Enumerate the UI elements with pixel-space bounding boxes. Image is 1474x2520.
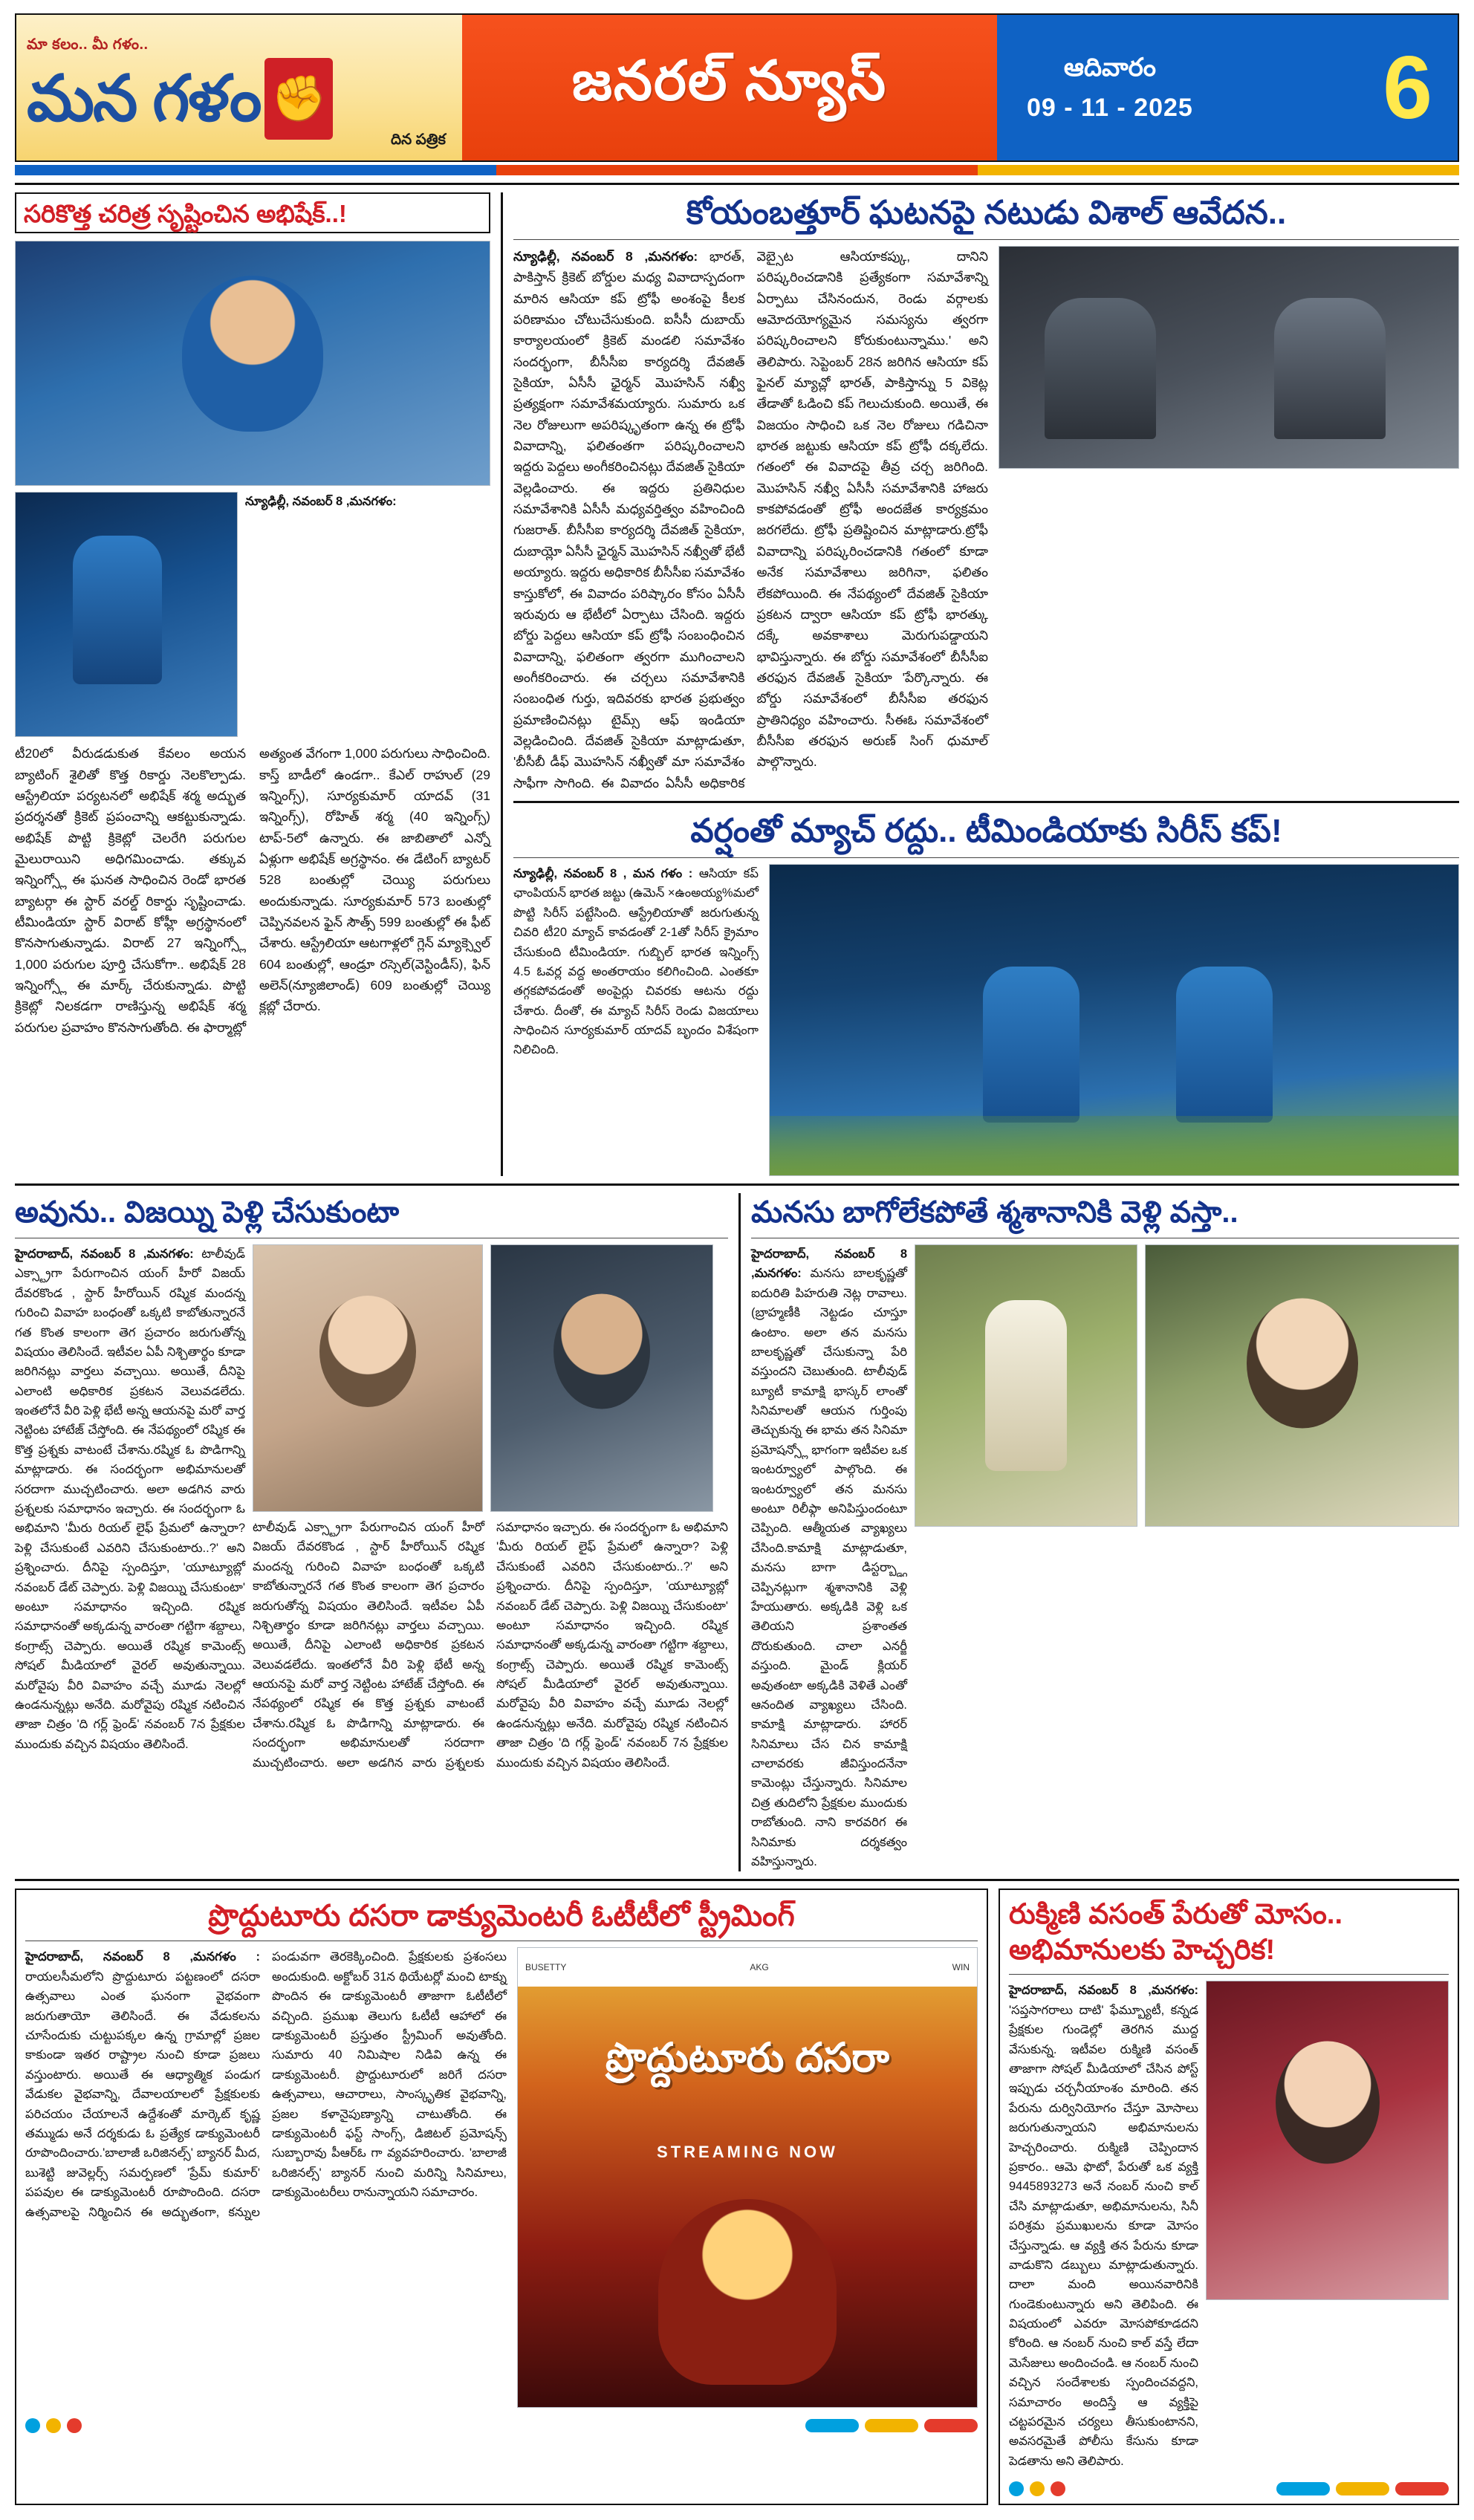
rain-article: [513, 811, 1459, 1176]
poster-brand-2: AKG: [750, 1962, 769, 1973]
documentary-body: [25, 1947, 507, 2221]
abhishek-body: టీ20లో వీరుడడుకుత కేవలం అయన బ్యాటింగ్ శైలితో కొత్త రికార్డు నెలకొల్పాడు. ఆస్ట్రేలియా పర్యటనలో అభిషేక్ శర్మ అద్భుత ప్రదర్శనతో క్రికెట్ ప్రపంచాన్ని ఆకట్టుకున్నాడు. అభిషేక్ పొట్టి క్రికెట్లో చెలరేగి పరుగుల మైలురాయిని అధిగమించాడు. తక్కువ ఇన్నింగ్స్లో ఈ ఘనత సాధించిన రెండో భారత బ్యాటర్గా ఈ స్టార్ వరల్డ్ రికార్డు సృష్టించాడు. టీమిండియా స్టార్ విరాట్ కోహ్లీ అగ్రస్థానంలో కొనసాగుతున్నాడు. విరాట్ 27 ఇన్నింగ్స్లో 1,000 పరుగుల పూర్తి చేసుకోగా.. అభిషేక్ 28 ఇన్నింగ్స్లో ఈ మార్క్ చేరుకున్నాడు. పొట్టి క్రికెట్లో నిలకడగా రాణిస్తున్న అభిషేక్ శర్మ పరుగుల ప్రవాహం కొనసాగుతోంది. ఈ ఫార్మాట్లో అత్యంత వేగంగా 1,000 పరుగులు సాధించింది. కాస్త్ బాడీలో ఉండగా.. కేఎల్ రాహుల్ (29 ఇన్నింగ్స్), సూర్యకుమార్ యాదవ్ (31 ఇన్నింగ్స్), రోహిత్ శర్మ (40 ఇన్నింగ్స్) టాప్-5లో ఉన్నారు. ఈ జాబితాలో ఎన్నో ఏళ్లుగా అభిషేక్ అగ్రస్థానం. ఈ డేటింగ్ బ్యాటర్ 528 బంతుల్లో చెయ్యి పరుగులు అందుకున్నాడు. సూర్యకుమార్ 573 బంతుల్లో చెప్పినవలన ఫైన్ సౌత్స్ 599 బంతుల్లో ఈ ఫీట్ చేశారు. ఆస్ట్రేలియా ఆటగాళ్లలో గ్లెన్ మ్యాక్స్వెల్ 604 బంతుల్లో, ఆండ్రూ రస్సెల్(వెస్టిండీస్), ఫిన్ అలెన్(న్యూజిలాండ్) 609 బంతుల్లో చెయ్యి క్లబ్లో చేరారు.: [15, 746, 490, 1035]
poster-brand-3: WIN: [952, 1962, 970, 1973]
rukmini-article: [999, 1889, 1459, 2505]
proddatur-dasara-poster: [517, 1947, 978, 2408]
manasu-headline: మనసు బాగోలేకపోతే శ్మశానానికి వెళ్లి వస్తా..: [751, 1195, 1238, 1229]
masthead-title: మన గళం: [27, 62, 261, 134]
abhishek-sharma-celebration-photo: [15, 241, 490, 486]
manasu-body-text: మనసు బాలకృష్ణతో ఐదురితి పిహరుతి నెట్ల రావాలు. (బ్రాహ్మణీకి నెట్టడం చూస్తూ ఉంటాం. అలా తన మనసు బాలకృష్ణతో చేసుకున్నా పేరి వస్తుందని చెబుతుంది. టాలీవుడ్ బ్యూటీ కామాక్షి భాస్కర్ లాంతో సినిమాలతో ఆయన గుర్తింపు తెచ్చుకున్న ఈ భామ తన సినిమా ప్రమోషన్స్లో భాగంగా ఇటీవల ఒక ఇంటర్వ్యూలో పాల్గొంది. ఈ ఇంటర్వ్యూలో తన మనసు అంటూ రిలీఫ్గా అనిపిస్తుందంటూ చెప్పింది. ఆత్మీయత వ్యాఖ్యలు చేసింది.కామాక్షి మాట్లాడుతూ, మనసు బాగా డిస్టర్బ్డ్గా చెప్పినట్లుగా శ్మశానానికి వెళ్లి హేయుతారు. అక్కడికి వెళ్లి ఒక తెలియని ప్రశాంతత దొరుకుతుంది. చాలా ఎనర్జీ వస్తుంది. మైండ్ క్లియర్ అవుతంటా అక్కడికి వెళితే ఎంతో ఆనందిత వ్యాఖ్యలు చేసింది. కామాక్షి మాట్లాడారు. హారర్ సినిమాలు చేస చిన కామాక్షి చాలావరకు జీవిస్తుందనేనా కామెంట్లు చేస్తున్నారు. సినిమాల చిత్ర తుదిలోని ప్రేక్షకుల ముందుకు రాబోతుంది. నాని కారవరిగ ఈ సినిమాకు దర్శకత్వం వహిస్తున్నారు.: [751, 1267, 907, 1869]
rukmini-headline-line2: అభిమానులకు హెచ్చరిక!: [1009, 1934, 1276, 1966]
masthead-date-block: [997, 15, 1458, 160]
rain-headline: వర్షంతో మ్యాచ్ రద్దు.. టీమిండియాకు సిరీస్ కప్!: [690, 812, 1282, 849]
bcci-officials-photo: [999, 246, 1459, 469]
poster-title: ప్రొద్దుటూరు దసరా: [605, 2036, 889, 2081]
poster-brand-strip: [518, 1948, 977, 1987]
rain-body: [513, 864, 759, 1060]
masthead-day: ఆదివారం: [1063, 53, 1156, 82]
documentary-headline: ప్రొద్దుటూరు దసరా డాక్యుమెంటరీ ఓటీటీలో స్ట్రీమింగ్: [208, 1900, 795, 1933]
documentary-footer-strip: [25, 2418, 978, 2433]
masthead: [15, 13, 1459, 162]
section-title-text: జనరల్ న్యూస్: [571, 50, 888, 111]
vishal-body-text: భారత్, పాకిస్తాన్ క్రికెట్ బోర్డుల మధ్య వివాదాస్పదంగా మారిన ఆసియా కప్ ట్రోఫీ అంశంపై కీలక పరిణామం చోటుచేసుకుంది. ఐసీసీ దుబాయ్ కార్యాలయంలో క్రికెట్ మండలి సమావేశం సందర్భంగా, బీసీసీఐ కార్యదర్శి దేవజిత్ సైకియా, ఏసీసీ ఛైర్మన్ మొహసిన్ నఖ్వీ ప్రత్యక్షంగా సమావేశమయ్యారు. సుమారు ఒక నెల రోజులుగా అపరిష్కృతంగా ఉన్న ఈ ట్రోఫీ వివాదాన్ని, ఫలితంతగా పరిష్కరించాలని ఇద్దరు పెద్దలు అంగీకరించినట్లు దేవజిత్ సైకియా వెల్లడించారు. ఈ ఇద్దరు ప్రతినిధుల సమావేశానికి ఏసీసీ మధ్యవర్తిత్వం వహించింది గుజరాత్. బీసీసీఐ కార్యదర్శి దేవజిత్ సైకియా, దుబాయ్లో ఏసీసీ ఛైర్మన్ మొహసిన్ నఖ్వీతో భేటీ అయ్యారు. ఇద్దరు అధికారిక బీసీసీఐ సమావేశం కాస్తుకోలో, ఈ వివాదం పరిష్కారం కోసం ఏసీసీ ఇరువురు ఆ భేటీలో ఏర్పాటు చేసింది. ఇద్దరు బోర్డు పెద్దలు ఆసియా కప్ ట్రోఫీ సంబంధించిన వివాదాన్ని, ఫలితంగా త్వరగా ముగించాలని అంగీకరించారు. ఈ చర్చలు సమావేశానికి సంబంధిత గుర్తు, ఇదివరకు భారత ప్రభుత్వం ప్రమాణించినట్లు టైమ్స్ ఆఫ్ ఇండియా వెల్లడించింది. దేవజిత్ సైకియా మాట్లాడుతూ, 'బీసీబీ డీఫ్ మొహసిన్ నఖ్వీతో మా సమావేశం సాఫీగా సాగింది. ఈ వివాదం ఏసీసీ అధికారిక వెబ్సైట ఆసియాకప్కు, దానిని పరిష్కరించడానికి ప్రత్యేకంగా సమావేశాన్ని ఏర్పాటు చేసినందున, రెండు వర్గాలకు ఆమోదయోగ్యమైన సమస్యను త్వరగా పరిష్కరించాలని కోరుకుంటున్నాము.' అని తెలిపారు. సెప్టెంబర్ 28న జరిగిన ఆసియా కప్ ఫైనల్ మ్యాచ్లో భారత్, పాకిస్తాన్ను 5 వికెట్ల తేడాతో ఓడించి కప్ గెలుచుకుంది. అయితే, ఈ విజయం సాధించి ఒక నెల రోజులు గడిచినా భారత జట్టుకు ఆసియా కప్ ట్రోఫీ దక్కలేదు. గతంలో ఈ వివాదపై తీవ్ర చర్చ జరిగింది. మొహసిన్ నఖ్వీ ఏసీసీ సమావేశానికి హాజరు కాకపోవడంతో ట్రోఫీ అందజేత కార్యక్రమం జరగలేదు. ట్రోఫీ ప్రతిష్టించిన మాట్లాడారు.ట్రోఫీ వివాదాన్ని పరిష్కరించడానికి గతంలో కూడా అనేక సమావేశాలు జరిగినా, ఫలితం లేకపోయింది. ఈ నేపథ్యంలో దేవజిత్ సైకియా ప్రకటన ద్వారా ఆసియా కప్ ట్రోఫీ భారత్కు దక్కే అవకాశాలు మెరుగుపడ్డాయని భావిస్తున్నారు. ఈ బోర్డు సమావేశంలో బీసీసీఐ తరఫున దేవజిత్ సైకియా 'పేర్కొన్నారు. ఈ బోర్డు సమావేశంలో బీసీసీఐ తరఫున ప్రాతినిధ్యం వహించారు. సీఈఓ సమావేశంలో బీసీసీఐ తరఫున అరుణ్ సింగ్ ధుమాల్ పాల్గొన్నారు.: [513, 249, 988, 790]
top-section: [15, 192, 1459, 1176]
fist-icon: ✊: [264, 58, 333, 140]
vishal-article: [513, 192, 1459, 793]
manasu-dateline: హైదరాబాద్, నవంబర్ 8 ,మనగళం:: [751, 1247, 907, 1281]
rashmika-body-text: టాలీవుడ్ ఎక్స్ట్రాగా పేరుగాంచిన యంగ్ హీరో విజయ్ దేవరకొండ , స్టార్ హీరోయిన్ రష్మిక మందన్న గురించి వివాహ బంధంతో ఒక్కటి కాబోతున్నారనే గత కొంత కాలంగా తెగ ప్రచారం జరుగుతోన్న విషయం తెలిసిందే. ఇటీవల ఏపీ నిశ్చితార్థం కూడా జరిగినట్లు వార్తలు వచ్చాయి. అయితే, దీనిపై ఎలాంటి అధికారిక ప్రకటన వెలువడలేదు. ఇంతలోనే వీరి పెళ్లి భేటీ అన్న ఆయనపై మరో వార్త నెట్టింట హాటేజ్ చేస్తోంది. ఈ నేపథ్యంలో రష్మిక ఈ కొత్త ప్రశ్నకు వాటంటే చేశాను.రష్మిక ఓ పొడిగాన్ని మాట్లాడారు. ఈ సందర్భంగా అభిమానులతో సరదాగా ముచ్చటించారు. అలా అడగిన వారు ప్రశ్నలకు సమాధానం ఇచ్చారు. ఈ సందర్భంగా ఓ అభిమాని 'మీరు రియల్ లైఫ్ ప్రేమలో ఉన్నారా? పెళ్లి చేసుకుంటే ఎవరిని చేసుకుంటారు..?' అని ప్రశ్నించారు. దీనిపై స్పందిస్తూ, 'యూట్యూబ్లో నవంబర్ డేట్ చెప్పారు. పెళ్లి విజయ్ని చేసుకుంటా' అంటూ సమాధానం ఇచ్చింది. రష్మిక సమాధానంతో అక్కడున్న వారంతా గట్టిగా శబ్దాలు, కంగ్రాట్స్ చెప్పారు. అయితే రష్మిక కామెంట్స్ సోషల్ మీడియాలో వైరల్ అవుతున్నాయి. మరోవైపు వీరి వివాహం వచ్చే మూడు నెలల్లో ఉండనున్నట్లు అనేది. మరోవైపు రష్మిక నటించిన తాజా చిత్రం 'ది గర్ల్ ఫ్రెండ్' నవంబర్ 7న ప్రేక్షకుల ముందుకు వచ్చిన విషయం తెలిసిందే.: [15, 1247, 245, 1751]
masthead-color-strip: [15, 165, 1459, 175]
actress-portrait-photo: [1145, 1244, 1459, 1527]
poster-brand-1: BUSETTY: [525, 1962, 567, 1973]
rashmika-body: [15, 1244, 245, 1754]
vishal-dateline: న్యూఢిల్లీ, నవంబర్ 8 ,మనగళం:: [513, 249, 698, 264]
abhishek-article: [15, 192, 490, 1176]
page-number: 6: [1383, 38, 1432, 137]
abhishek-headline-box: [15, 192, 490, 233]
documentary-body-text: రాయలసీమలోని ప్రొద్దుటూరు పట్టణంలో దసరా ఉత్సవాలు ఎంత ఘనంగా వైభవంగా జరుగుతాయో తెలిసిందే. ఈ వేడుకలను చూసేందుకు చుట్టుపక్కల ఉన్న గ్రామాల్లో ప్రజల కాకుండా ఇతర రాష్ట్రాల నుంచి కూడా ప్రజలు వస్తుంటారు. అయితే ఈ ఆధ్యాత్మిక పండుగ వేడుకల వైభవాన్ని, దేవాలయాలలో ప్రేక్షకులకు పరిచయం చేయాలనే ఉద్దేశంతో మార్కెట్ కృష్ణ తమ్ముడు అనే దర్శకుడు ఓ ప్రత్యేక డాక్యుమెంటరీ రూపొందించారు.'బాలాజీ ఒరిజినల్స్' బ్యానర్ మీద, బుశెట్టి జువెల్లర్స్ సమర్పణలో 'ప్రేమ్ కుమార్' పపవుల ఈ డాక్యుమెంటరీ రూపొందింది. దసరా ఉత్సవాలపై నిర్మించిన ఈ అద్భుతంగా, కన్నుల పండువగా తెరకెక్కించింది. ప్రేక్షకులకు ప్రశంసలు అందుకుంది. అక్టోబర్ 31న థియేటర్లో మంచి టాక్ను పొందిన ఈ డాక్యుమెంటరీ తాజాగా ఓటీటీలో వచ్చింది. ప్రముఖ తెలుగు ఓటీటీ ఆహాలో ఈ డాక్యుమెంటరీ ప్రస్తుతం స్ట్రీమింగ్ అవుతోంది. సుమారు 40 నిమిషాల నిడివి ఉన్న ఈ డాక్యుమెంటరీ. ప్రొద్దుటూరులో జరిగే దసరా ఉత్సవాలు, ఆచారాలు, సాంస్కృతిక వైభవాన్ని, ప్రజల కళానైపుణ్యాన్ని చాటుతోంది. ఈ డాక్యుమెంటరీ ఫస్ట్ సాంగ్స్, డిజిటల్ ప్రమోషన్స్ సుబ్బారావు పీఆర్ఓ గా వ్యవహరించారు. 'బాలాజీ ఒరిజినల్స్' బ్యానర్ నుంచి మరిన్ని సినిమాలు, డాక్యుమెంటరీలు రానున్నాయని సమాచారం.: [25, 1950, 507, 2219]
documentary-dateline: హైదరాబాద్, నవంబర్ 8 ,మనగళం :: [25, 1950, 260, 1964]
masthead-section-title: [462, 15, 997, 160]
rukmini-body-text: 'సప్తసాగరాలు దాటి' ఫేమ్బ్యూటీ, కన్నడ ప్రేక్షకుల గుండెల్లో తెరగిన ముద్ద వేసుకున్న. ఇటీవల రుక్మిణి వసంత్ తాజాగా సోషల్ మీడియాలో చేసిన పోస్ట్ ఇప్పుడు చర్చనీయాంశం మారింది. తన పేరును దుర్వినియోగం చేస్తూ మోసాలు జరుగుతున్నాయని అభిమానులను హెచ్చరించారు. రుక్మిణి చెప్పిందాన ప్రకారం.. ఆమె ఫొటో, పేరుతో ఒక వ్యక్తి 9445893273 అనే నంబర్ నుంచి కాల్ చేసి మాట్లాడుతూ, అభిమానులను, సినీ పరిశ్రమ ప్రముఖులను కూడా మోసం చేస్తున్నాడు. ఆ వ్యక్తి తన పేరును కూడా వాడుకొని డబ్బులు మాట్లాడుతున్నారు. దాలా మంది అయినవారినికి గుండెకుంటున్నారు అని తెలిపింది. ఈ విషయంలో ఎవరూ మోసపోకూడదని కోరింది. ఆ నంబర్ నుంచి కాల్ వస్తే లేదా మెసేజులు అందించండి. ఆ నంబర్ నుంచి వచ్చిన సందేశాలకు స్పందించవద్దని, సమాచారం అందిస్తే ఆ వ్యక్తిపై చట్టపరమైన చర్యలు తీసుకుంటానని, అవసరమైతే పోలీసు కేసును కూడా పెడతాను అని తెలిపారు.: [1009, 2003, 1198, 2468]
rukmini-body: [1009, 1981, 1198, 2471]
vishal-body: [513, 246, 988, 793]
manasu-article: [751, 1193, 1459, 1872]
bottom-section: [15, 1889, 1459, 2505]
documentary-article: [15, 1889, 988, 2505]
rukmini-vasanth-photo: [1206, 1981, 1449, 2300]
india-batsmen-walking-photo: [769, 864, 1459, 1176]
rashmika-article: [15, 1193, 728, 1872]
masthead-subtitle: దిన పత్రిక: [390, 131, 446, 148]
masthead-tagline: మా కలం.. మీ గళం..: [27, 36, 149, 53]
rain-body-text: ఆసియా కప్ ఛాంపియన్ భారత జట్టు (ఉమెన్ ×ఉంఅయ్య%మలో పొట్టి సిరీస్ పట్టేసింది. ఆస్ట్రేలియాతో జరుగుతున్న చివరి టీ20 మ్యాచ్ కావడంతో 2-1తో సిరీస్ క్రైమాం చేసుకుంది టీమిండియా. గుబ్బిల్ భారత ఇన్నింగ్స్ 4.5 ఓవర్ల వద్ద అంతరాయం కలిగించింది. ఎంతకూ తగ్గకపోవడంతో అంపైర్లు చివరకు ఆటను రద్దు చేశారు. దీంతో, ఈ మ్యాచ్ సిరీస్ రెండు విజయాలు సాధించిన సూర్యకుమార్ యాదవ్ బృందం విశేషంగా నిలిచింది.: [513, 866, 759, 1057]
rashmika-dateline: హైదరాబాద్, నవంబర్ 8 ,మనగళం:: [15, 1247, 194, 1261]
masthead-date: 09 - 11 - 2025: [1027, 94, 1193, 122]
masthead-logo: [16, 15, 462, 160]
right-top-column: [513, 192, 1459, 1176]
abhishek-dateline: న్యూఢిల్లీ, నవంబర్ 8 ,మనగళం:: [245, 495, 397, 509]
vishal-headline: కోయంబత్తూర్ ఘటనపై నటుడు విశాల్ ఆవేదన..: [686, 195, 1287, 231]
rukmini-dateline: హైదరాబాద్, నవంబర్ 8 ,మనగళం:: [1009, 1984, 1198, 1998]
middle-section: [15, 1193, 1459, 1872]
rukmini-headline-line1: రుక్మిణి వసంత్ పేరుతో మోసం..: [1009, 1899, 1343, 1931]
rashmika-body-continued: టాలీవుడ్ ఎక్స్ట్రాగా పేరుగాంచిన యంగ్ హీరో విజయ్ దేవరకొండ , స్టార్ హీరోయిన్ రష్మిక మందన్న గురించి వివాహ బంధంతో ఒక్కటి కాబోతున్నారనే గత కొంత కాలంగా తెగ ప్రచారం జరుగుతోన్న విషయం తెలిసిందే. ఇటీవల ఏపీ నిశ్చితార్థం కూడా జరిగినట్లు వార్తలు వచ్చాయి. అయితే, దీనిపై ఎలాంటి అధికారిక ప్రకటన వెలువడలేదు. ఇంతలోనే వీరి పెళ్లి భేటీ అన్న ఆయనపై మరో వార్త నెట్టింట హాటేజ్ చేస్తోంది. ఈ నేపథ్యంలో రష్మిక ఈ కొత్త ప్రశ్నకు వాటంటే చేశాను.రష్మిక ఓ పొడిగాన్ని మాట్లాడారు. ఈ సందర్భంగా అభిమానులతో సరదాగా ముచ్చటించారు. అలా అడగిన వారు ప్రశ్నలకు సమాధానం ఇచ్చారు. ఈ సందర్భంగా ఓ అభిమాని 'మీరు రియల్ లైఫ్ ప్రేమలో ఉన్నారా? పెళ్లి చేసుకుంటే ఎవరిని చేసుకుంటారు..?' అని ప్రశ్నించారు. దీనిపై స్పందిస్తూ, 'యూట్యూబ్లో నవంబర్ డేట్ చెప్పారు. పెళ్లి విజయ్ని చేసుకుంటా' అంటూ సమాధానం ఇచ్చింది. రష్మిక సమాధానంతో అక్కడున్న వారంతా గట్టిగా శబ్దాలు, కంగ్రాట్స్ చెప్పారు. అయితే రష్మిక కామెంట్స్ సోషల్ మీడియాలో వైరల్ అవుతున్నాయి. మరోవైపు వీరి వివాహం వచ్చే మూడు నెలల్లో ఉండనున్నట్లు అనేది. మరోవైపు రష్మిక నటించిన తాజా చిత్రం 'ది గర్ల్ ఫ్రెండ్' నవంబర్ 7న ప్రేక్షకుల ముందుకు వచ్చిన విషయం తెలిసిందే.: [253, 1520, 728, 1770]
manasu-body: [751, 1244, 907, 1872]
vijay-deverakonda-photo: [490, 1244, 713, 1512]
abhishek-sharma-batting-photo: [15, 492, 238, 737]
rashmika-mandanna-photo: [253, 1244, 483, 1512]
abhishek-headline: సరికొత్త చరిత్ర సృష్టించిన అభిషేక్..!: [24, 200, 347, 227]
rukmini-footer-strip: [1009, 2481, 1449, 2496]
poster-streaming-label: STREAMING NOW: [657, 2143, 838, 2162]
rain-dateline: న్యూఢిల్లీ, నవంబర్ 8 , మన గళం :: [513, 866, 693, 880]
rashmika-headline: అవును.. విజయ్ని పెళ్లి చేసుకుంటా: [15, 1195, 400, 1229]
actress-outdoor-photo: [915, 1244, 1137, 1527]
